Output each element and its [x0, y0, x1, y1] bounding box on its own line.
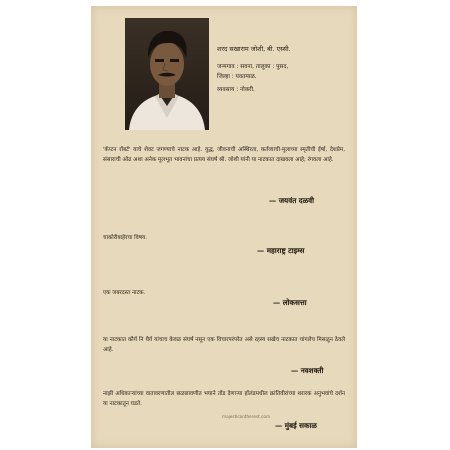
- author-portrait-image: [125, 18, 209, 130]
- review-text: 'कॅप्टन रॉबर्ट' याचे शेवट जगण्याचे नाटक आहे. युद्ध, जीवनाची अस्थिरता, कर्तव्याची-मुलाच्या स्मृतीची ईर्षा, देशप्रेम, संसाराची ओढ अशा अनेक मूलभूत भावनांचा प्रत्यय संघर्ष श्री. जोशी यांनी या नाटकात दाखवला आहे; रंगवला आहे.: [103, 147, 345, 163]
- review-text: चाकोरीबाहेरचा विषय.: [103, 235, 147, 241]
- review-source: — महाराष्ट्र टाइम्स: [257, 246, 305, 255]
- review-source: — मुंबई सकाळ: [275, 421, 317, 430]
- review-source: — लोकसत्ता: [273, 298, 307, 307]
- author-photo: [125, 18, 209, 130]
- review-text: या नाटकात कौर्य नि धैर्य यांचाच केवळ संघर्ष नसून एक विचारपरंपरेत असे रहस्य सखेच नाटकात चांगलेच मिसळून ठेवले आहे.: [103, 337, 345, 353]
- book-cover-paper: [91, 6, 357, 448]
- review-source: — जयवंत दळवी: [269, 196, 314, 205]
- author-occupation: व्यवसाय : नोकरी.: [217, 87, 255, 93]
- review-source: — नवशक्ती: [291, 366, 324, 375]
- author-birthplace: जन्मगाव : सवना, तालुका : पुसद,: [217, 64, 289, 70]
- review-text: नाझी अधिकाऱ्यांच्या वातावरणातील छळछावणीत भयाने तोंड देणाऱ्या हॉलंडमधील क्रांतिवीरांच्या थरारक अनुभवांचे दर्शन या नाटकातून घडते.: [103, 391, 345, 407]
- review-text: एक जबरदस्त नाटक.: [103, 290, 146, 296]
- author-district: जिल्हा : यवतमाळ.: [217, 74, 257, 80]
- watermark: majesticontherest.com: [222, 414, 271, 419]
- author-name: शरद सखाराम जोशी, बी. एस्सी.: [217, 45, 291, 53]
